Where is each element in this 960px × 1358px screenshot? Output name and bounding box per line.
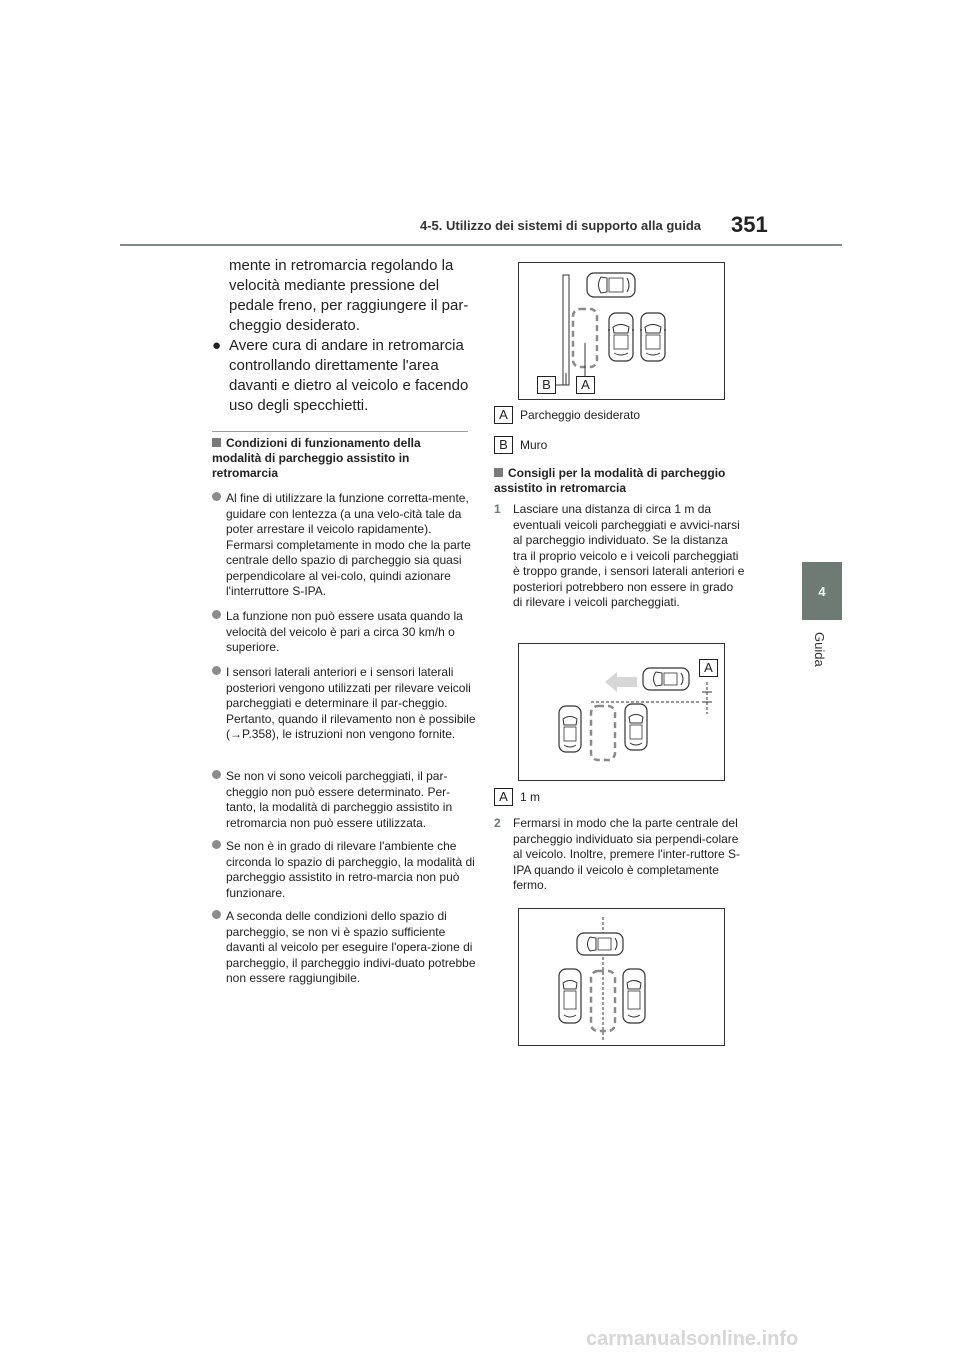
chapter-tab [802, 562, 842, 620]
page-number: 351 [731, 212, 768, 237]
chapter-label: Guida [812, 632, 827, 667]
figure-label-b: B [537, 376, 556, 394]
section-rule [212, 431, 468, 432]
step-text: Lasciare una distanza di circa 1 m da eventuali veicoli parcheggiati e avvici-narsi al parcheggio individuato. Se la distanza tra il proprio veicolo e i veicoli parcheggiati è troppo grande, i sensori laterali anteriori e posteriori potrebbero non essere in grado di rilevare i veicoli parcheggiati. [513, 502, 745, 609]
section-heading-left [212, 436, 470, 481]
caption-text: Parcheggio desiderato [520, 408, 641, 422]
section-heading-right [494, 466, 754, 496]
bullet-icon [212, 770, 221, 779]
caption-b [494, 436, 547, 454]
step-number: 2 [494, 816, 501, 830]
bullet-icon [212, 492, 221, 501]
caption-a [494, 406, 640, 424]
list-item [212, 491, 478, 601]
figure-distance [518, 643, 725, 781]
bullet-icon [212, 610, 221, 619]
step-number: 1 [494, 502, 501, 516]
section-heading-text: Consigli per la modalità di parcheggio assistito in retromarcia [494, 466, 726, 495]
list-item [212, 839, 478, 903]
list-item [212, 909, 478, 989]
bullet-icon [212, 840, 221, 849]
section-heading-text: Condizioni di funzionamento della modalità di parcheggio assistito in retromarcia [212, 436, 421, 480]
distance-diagram [519, 644, 724, 780]
figure-perpendicular [518, 908, 725, 1046]
bullet-dot: ● [212, 337, 222, 354]
chapter-number: 4 [818, 583, 826, 599]
list-item-text: La funzione non può essere usata quando la velocità del veicolo è pari a circa 30 km/h o superiore. [226, 609, 463, 654]
square-marker-icon [494, 468, 503, 477]
large-bullet-text: Avere cura di andare in retromarcia controllando direttamente l'area davanti e dietro al veicolo e facendo uso degli specchietti. [229, 337, 469, 414]
step-text: Fermarsi in modo che la parte centrale del parcheggio individuato sia perpendi-colare al veicolo. Inoltre, premere l'inter-ruttore S-IPA quando il veicolo è completamente fermo. [513, 816, 741, 892]
perpendicular-diagram [519, 909, 724, 1045]
watermark: carmanualsonline.info [586, 1328, 799, 1350]
list-item-text: A seconda delle condizioni dello spazio di parcheggio, se non vi è spazio sufficiente davanti al veicolo per eseguire l'opera-zione di parcheggio, il parcheggio indivi-duato potrebbe non essere raggiungibile. [226, 909, 476, 985]
list-item-text: Se non vi sono veicoli parcheggiati, il par-cheggio non può essere determinato. Per-tanto, la modalità di parcheggio assistito in retromarcia non può essere utilizzata. [226, 769, 453, 830]
caption-text: Muro [520, 438, 548, 452]
caption-label: A [494, 788, 513, 806]
section-title: 4-5. Utilizzo dei sistemi di supporto alla guida [420, 218, 701, 233]
caption-label: B [494, 436, 513, 454]
figure-label-a: A [699, 659, 718, 677]
list-item-text: I sensori laterali anteriori e i sensori laterali posteriori vengono utilizzati per rilevare veicoli parcheggiati e determinare il par-cheggio. Pertanto, quando il rilevamento non è possibile (→P.358), le istruzioni non vengono fornite. [226, 665, 476, 741]
list-item [212, 665, 478, 761]
list-item-text: Se non è in grado di rilevare l'ambiente che circonda lo spazio di parcheggio, la modalità di parcheggio assistito in retro-marcia non può funzionare. [226, 839, 475, 900]
figure-label-a: A [576, 376, 595, 394]
list-item [212, 769, 478, 833]
list-item-text: Al fine di utilizzare la funzione corretta-mente, guidare con lentezza (a una velo-cità tale da poter arrestare il veicolo rapidamente). Fermarsi completamente in modo che la parte centrale dello spazio di parcheggio sia quasi perpendicolare al vei-colo, quindi azionare l'interruttore S-IPA. [226, 491, 471, 598]
bullet-icon [212, 910, 221, 919]
header-rule [120, 244, 842, 246]
continuation-text: mente in retromarcia regolando la velocità mediante pressione del pedale freno, per raggiungere il par-cheggio desiderato. [229, 257, 469, 334]
caption-distance [494, 788, 540, 806]
bullet-icon [212, 666, 221, 675]
caption-text: 1 m [520, 790, 541, 804]
figure-parking-wall [518, 262, 725, 400]
list-item [212, 609, 478, 659]
square-marker-icon [212, 438, 221, 447]
caption-label: A [494, 406, 513, 424]
